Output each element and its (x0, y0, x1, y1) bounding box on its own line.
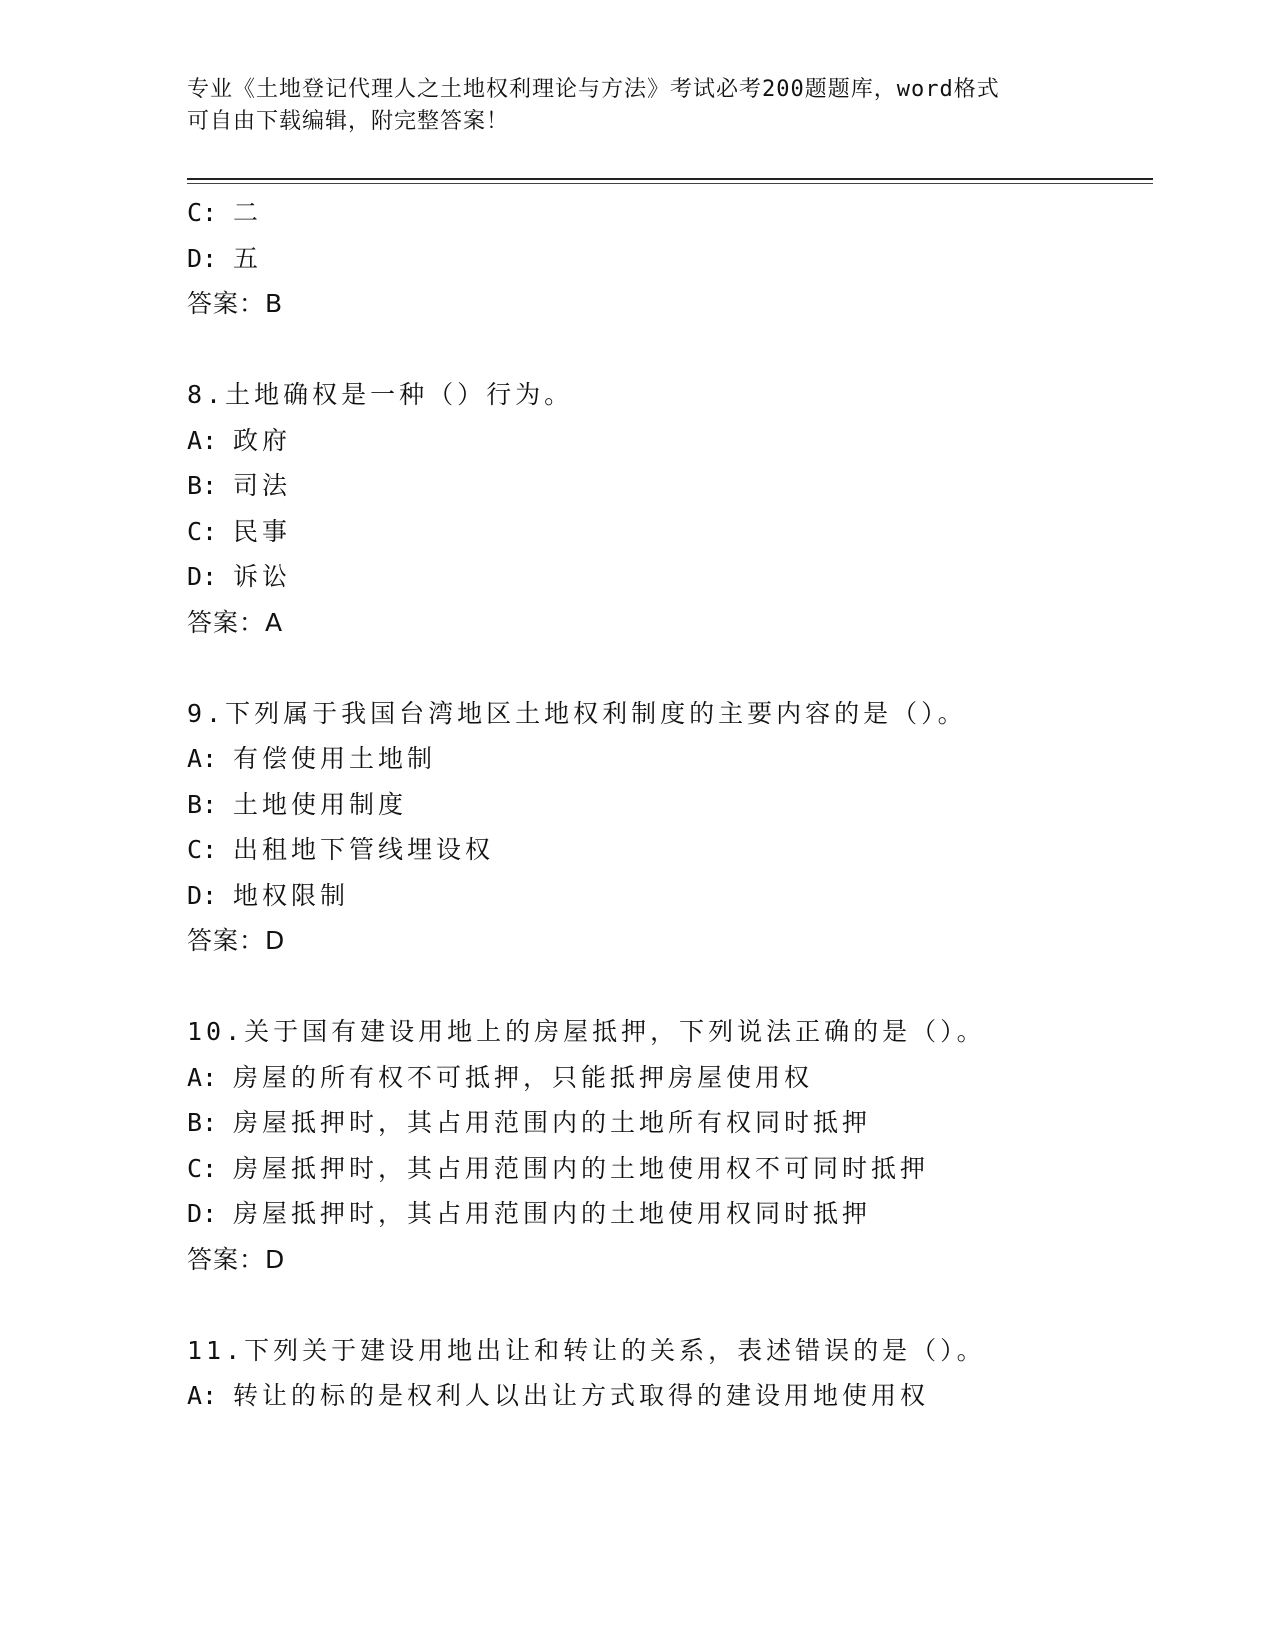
option-letter: C: (187, 1153, 218, 1183)
option-a (187, 418, 1153, 464)
page-header (187, 74, 1087, 138)
option-text: 地权限制 (233, 880, 350, 910)
question-stem: 10.关于国有建设用地上的房屋抵押，下列说法正确的是（）。 (187, 1017, 986, 1046)
option-letter: A: (187, 744, 218, 773)
option-text: 司法 (233, 471, 292, 500)
question-stem: 11.下列关于建设用地出让和转让的关系，表述错误的是（）。 (187, 1335, 986, 1365)
header-divider-thick (187, 178, 1153, 180)
question-11 (187, 1328, 1153, 1419)
option-b (187, 782, 1153, 828)
option-b (187, 463, 1153, 509)
option-c (187, 1146, 1153, 1192)
option-text: 房屋抵押时，其占用范围内的土地使用权不可同时抵押 (233, 1153, 930, 1183)
header-line-1: 专业《土地登记代理人之土地权利理论与方法》考试必考200题题库，word格式 (187, 77, 1000, 102)
option-letter: D: (187, 243, 218, 273)
option-letter: D: (187, 880, 218, 910)
option-d (187, 554, 1153, 600)
option-letter: A: (187, 1381, 218, 1410)
option-text: 诉讼 (233, 562, 292, 591)
option-c (187, 190, 1153, 236)
option-text: 有偿使用土地制 (233, 744, 437, 773)
option-a (187, 1373, 1153, 1419)
option-letter: D: (187, 562, 218, 591)
option-letter: D: (187, 1199, 218, 1228)
option-text: 房屋抵押时，其占用范围内的土地使用权同时抵押 (233, 1199, 872, 1228)
option-text: 土地使用制度 (233, 789, 408, 819)
option-letter: B: (187, 471, 218, 500)
answer-line: 答案：D (187, 926, 286, 955)
option-a (187, 1055, 1153, 1101)
option-text: 房屋抵押时，其占用范围内的土地所有权同时抵押 (233, 1108, 872, 1137)
option-a (187, 736, 1153, 782)
answer-line: 答案：D (187, 1244, 286, 1274)
option-text: 五 (233, 243, 263, 273)
option-text: 二 (233, 198, 263, 227)
option-d (187, 1191, 1153, 1237)
answer-line: 答案：A (187, 607, 284, 637)
document-body (187, 190, 1153, 1419)
option-b (187, 1100, 1153, 1146)
header-line-2: 可自由下载编辑，附完整答案！ (187, 109, 510, 134)
option-letter: B: (187, 789, 218, 819)
question-stem: 8.土地确权是一种（）行为。 (187, 380, 574, 409)
question-7-continuation (187, 190, 1153, 327)
option-letter: C: (187, 198, 218, 227)
question-stem: 9.下列属于我国台湾地区土地权利制度的主要内容的是（）。 (187, 698, 967, 728)
answer-line: 答案：B (187, 289, 284, 318)
option-d (187, 236, 1153, 282)
spacer (187, 645, 1153, 691)
question-10 (187, 1009, 1153, 1282)
option-letter: A: (187, 425, 218, 455)
option-letter: B: (187, 1108, 218, 1137)
option-text: 房屋的所有权不可抵押，只能抵押房屋使用权 (233, 1062, 814, 1092)
spacer (187, 327, 1153, 373)
option-c (187, 509, 1153, 555)
option-letter: C: (187, 835, 218, 864)
option-letter: A: (187, 1062, 218, 1092)
option-text: 政府 (233, 425, 292, 455)
question-8 (187, 372, 1153, 645)
question-9 (187, 691, 1153, 964)
spacer (187, 964, 1153, 1010)
header-divider-thin (187, 183, 1153, 184)
option-c (187, 827, 1153, 873)
option-text: 民事 (233, 516, 292, 546)
spacer (187, 1282, 1153, 1328)
option-text: 转让的标的是权利人以出让方式取得的建设用地使用权 (233, 1381, 930, 1410)
option-letter: C: (187, 516, 218, 546)
option-text: 出租地下管线埋设权 (233, 835, 495, 864)
option-d (187, 873, 1153, 919)
